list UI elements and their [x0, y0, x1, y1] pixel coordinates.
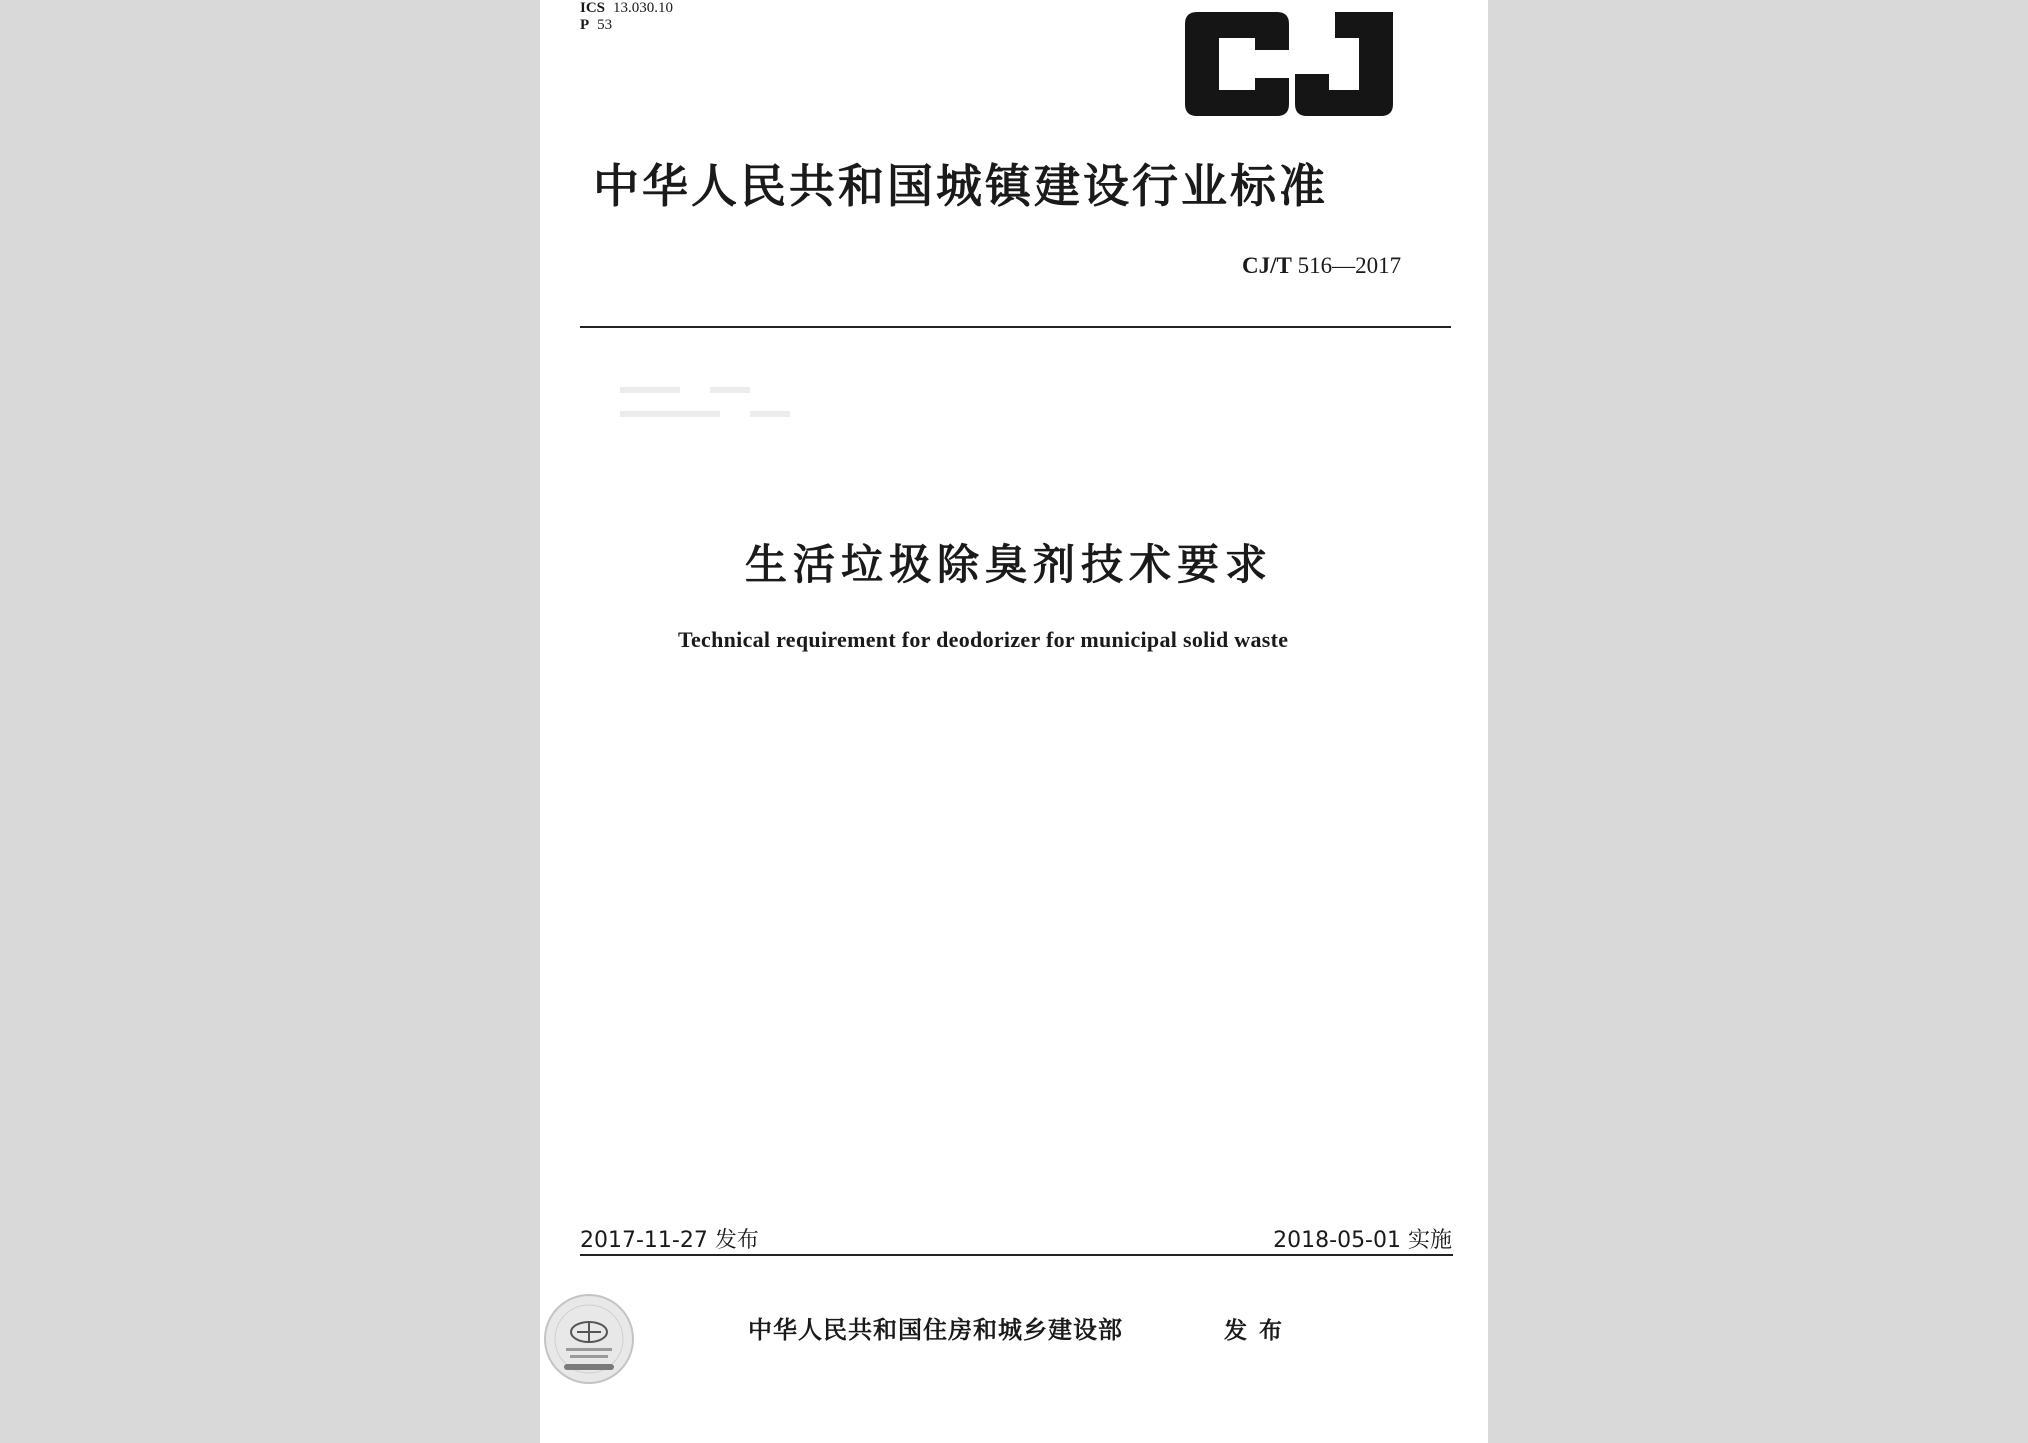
document-title-en: Technical requirement for deodorizer for municipal solid waste	[678, 627, 1289, 652]
document-title-cn: 生活垃圾除臭剂技术要求	[745, 540, 1274, 589]
ics-label: ICS	[580, 0, 606, 16]
classification-label: P	[580, 17, 590, 33]
standard-code-prefix: CJ/T	[1242, 253, 1292, 278]
classification-line	[580, 17, 612, 34]
top-divider	[580, 326, 1451, 328]
standard-code-value: 516—2017	[1297, 253, 1402, 278]
cj-logo	[1185, 12, 1393, 116]
publisher-name: 中华人民共和国住房和城乡建设部	[748, 1316, 1123, 1344]
standard-category-title: 中华人民共和国城镇建设行业标准	[593, 159, 1328, 213]
issue-date: 2017-11-27 发布	[580, 1228, 759, 1253]
faint-scan-marks	[620, 385, 820, 425]
bottom-divider	[580, 1254, 1453, 1256]
logo-letter-j	[1295, 12, 1393, 116]
document-page	[540, 0, 1488, 1443]
ics-line	[580, 0, 673, 17]
implementation-date: 2018-05-01 实施	[1273, 1228, 1452, 1253]
anti-counterfeit-stamp	[542, 1292, 636, 1386]
standard-code	[1242, 253, 1401, 279]
classification-value: 53	[597, 17, 613, 33]
logo-letter-c	[1185, 12, 1289, 116]
publish-label: 发布	[1224, 1318, 1294, 1344]
ics-value: 13.030.10	[613, 0, 674, 16]
